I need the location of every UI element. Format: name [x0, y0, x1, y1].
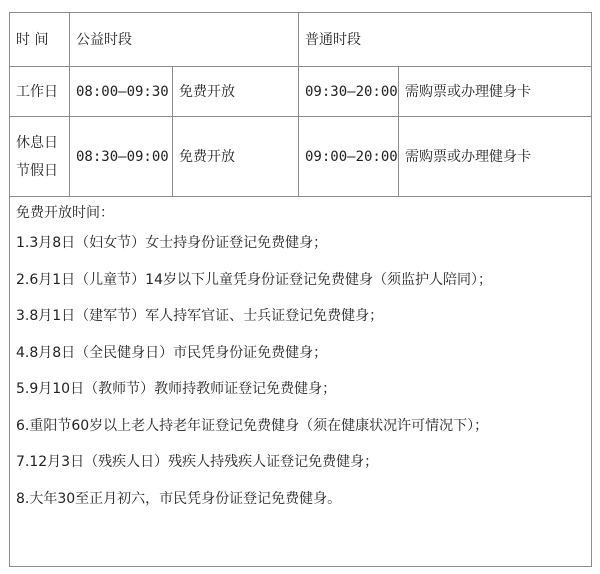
public-note-cell: 免费开放 — [173, 117, 299, 197]
row-label-cell — [10, 117, 70, 197]
row-label-line: 工作日 — [16, 83, 58, 100]
row-label-cell — [10, 67, 70, 117]
table-row — [10, 67, 592, 117]
note-item: 5.9月10日（教师节）教师持教师证登记免费健身； — [16, 381, 337, 397]
table-row — [10, 117, 592, 197]
regular-time-cell: 09:30—20:00 — [299, 67, 399, 117]
regular-note-cell: 需购票或办理健身卡 — [399, 67, 592, 117]
free-hours-notes-cell — [10, 197, 592, 567]
public-note-cell: 免费开放 — [173, 67, 299, 117]
schedule-table — [9, 12, 592, 567]
note-item: 4.8月8日（全民健身日）市民凭身份证免费健身； — [16, 344, 328, 361]
header-public-period-cell: 公益时段 — [70, 13, 299, 67]
note-item: 2.6月1日（儿童节）14岁以下儿童凭身份证登记免费健身（须监护人陪同）； — [16, 271, 492, 288]
regular-time-cell: 09:00—20:00 — [299, 117, 399, 197]
notes-title: 免费开放时间： — [16, 205, 114, 221]
note-item: 7.12月3日（残疾人日）残疾人持残疾人证登记免费健身； — [16, 454, 379, 470]
header-regular-period-cell: 普通时段 — [299, 13, 592, 67]
public-time-cell: 08:00—09:30 — [70, 67, 173, 117]
notes-row — [10, 197, 592, 567]
public-time-cell: 08:30—09:00 — [70, 117, 173, 197]
header-time-cell: 时 间 — [10, 13, 70, 67]
note-item: 6.重阳节60岁以上老人持老年证登记免费健身（须在健康状况许可情况下）； — [16, 417, 489, 434]
row-label-line: 休息日 — [16, 134, 58, 151]
header-row — [10, 13, 592, 67]
row-label-line: 节假日 — [16, 162, 58, 179]
note-item: 1.3月8日（妇女节）女士持身份证登记免费健身； — [16, 235, 328, 251]
note-item: 3.8月1日（建军节）军人持军官证、士兵证登记免费健身； — [16, 308, 384, 324]
regular-note-cell: 需购票或办理健身卡 — [399, 117, 592, 197]
note-item: 8.大年30至正月初六，市民凭身份证登记免费健身。 — [16, 490, 342, 507]
